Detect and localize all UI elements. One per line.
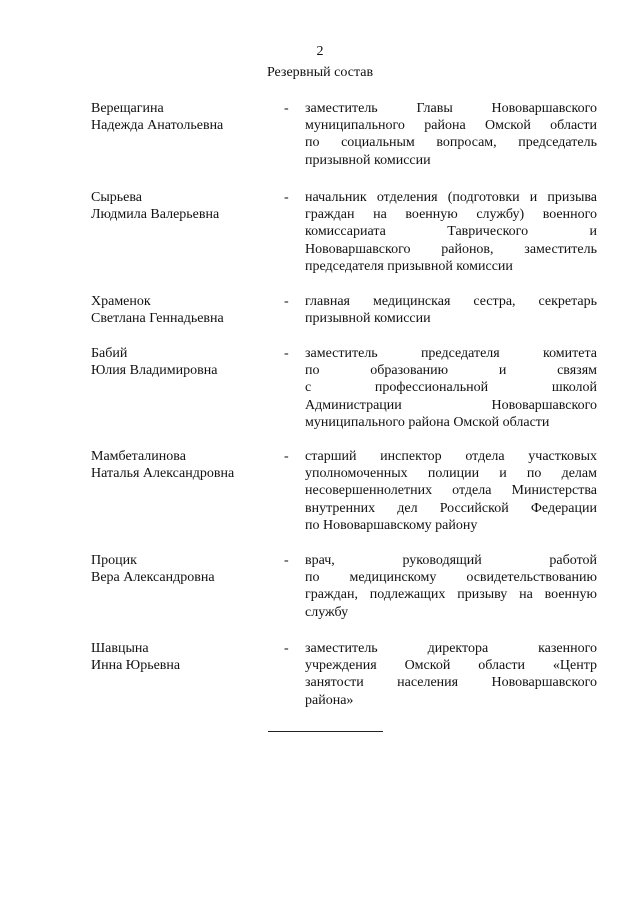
role-line: граждан на военную службу) военного: [305, 207, 597, 223]
member-dash: -: [284, 101, 289, 116]
role-line: по медицинскому освидетельствованию: [305, 570, 597, 586]
role-line: заместитель директора казенного: [305, 641, 597, 656]
role-line: призывной комиссии: [305, 311, 431, 327]
role-line: граждан, подлежащих призыву на военную: [305, 587, 597, 603]
role-line: муниципального района Омской области: [305, 414, 550, 430]
member-dash: -: [284, 641, 289, 656]
member-role: [305, 189, 597, 275]
role-line: службу: [305, 604, 349, 620]
member-role: [305, 552, 597, 621]
role-line: председателя призывной комиссии: [305, 258, 513, 274]
role-line: заместитель Главы Нововаршавского: [305, 101, 597, 116]
role-line: муниципального района Омской области: [305, 118, 597, 134]
member-role: [305, 345, 597, 431]
member-dash: -: [284, 190, 289, 205]
role-line: внутренних дел Российской Федерации: [305, 500, 597, 516]
role-line: Администрации Нововаршавского: [305, 397, 597, 413]
member-name: Процик Вера Александровна: [91, 553, 215, 585]
role-line: несовершеннолетних отдела Министерства: [305, 483, 597, 499]
role-line: врач, руководящий работой: [305, 553, 597, 568]
member-dash: -: [284, 449, 289, 464]
role-line: начальник отделения (подготовки и призыва: [305, 190, 597, 205]
page-number: 2: [316, 44, 324, 59]
member-role: [305, 100, 597, 169]
role-line: заместитель председателя комитета: [305, 346, 597, 361]
role-line: уполномоченных полиции и по делам: [305, 466, 597, 482]
member-name: Мамбеталинова Наталья Александровна: [91, 449, 235, 481]
role-line: по образованию и связям: [305, 363, 597, 379]
member-name: Сырьева Людмила Валерьевна: [91, 190, 220, 222]
role-line: по социальным вопросам, председатель: [305, 135, 597, 151]
member-name: Храменок Светлана Геннадьевна: [91, 294, 224, 326]
member-dash: -: [284, 294, 289, 309]
member-role: [305, 640, 597, 709]
role-line: с профессиональной школой: [305, 380, 597, 396]
role-line: занятости населения Нововаршавского: [305, 675, 597, 691]
member-name: Бабий Юлия Владимировна: [91, 346, 218, 378]
role-line: старший инспектор отдела участковых: [305, 449, 597, 464]
role-line: Нововаршавского районов, заместитель: [305, 241, 597, 257]
role-line: учреждения Омской области «Центр: [305, 658, 597, 674]
member-role: [305, 293, 597, 327]
role-line: по Нововаршавскому району: [305, 517, 478, 533]
member-dash: -: [284, 553, 289, 568]
section-title: Резервный состав: [266, 65, 374, 80]
role-line: главная медицинская сестра, секретарь: [305, 294, 597, 309]
role-line: комиссариата Таврического и: [305, 224, 597, 240]
member-dash: -: [284, 346, 289, 361]
member-name: Шавцына Инна Юрьевна: [91, 641, 181, 673]
end-separator-line: [268, 731, 383, 732]
member-name: Верещагина Надежда Анатольевна: [91, 101, 224, 133]
role-line: района»: [305, 692, 354, 708]
member-role: [305, 448, 597, 534]
role-line: призывной комиссии: [305, 152, 431, 168]
